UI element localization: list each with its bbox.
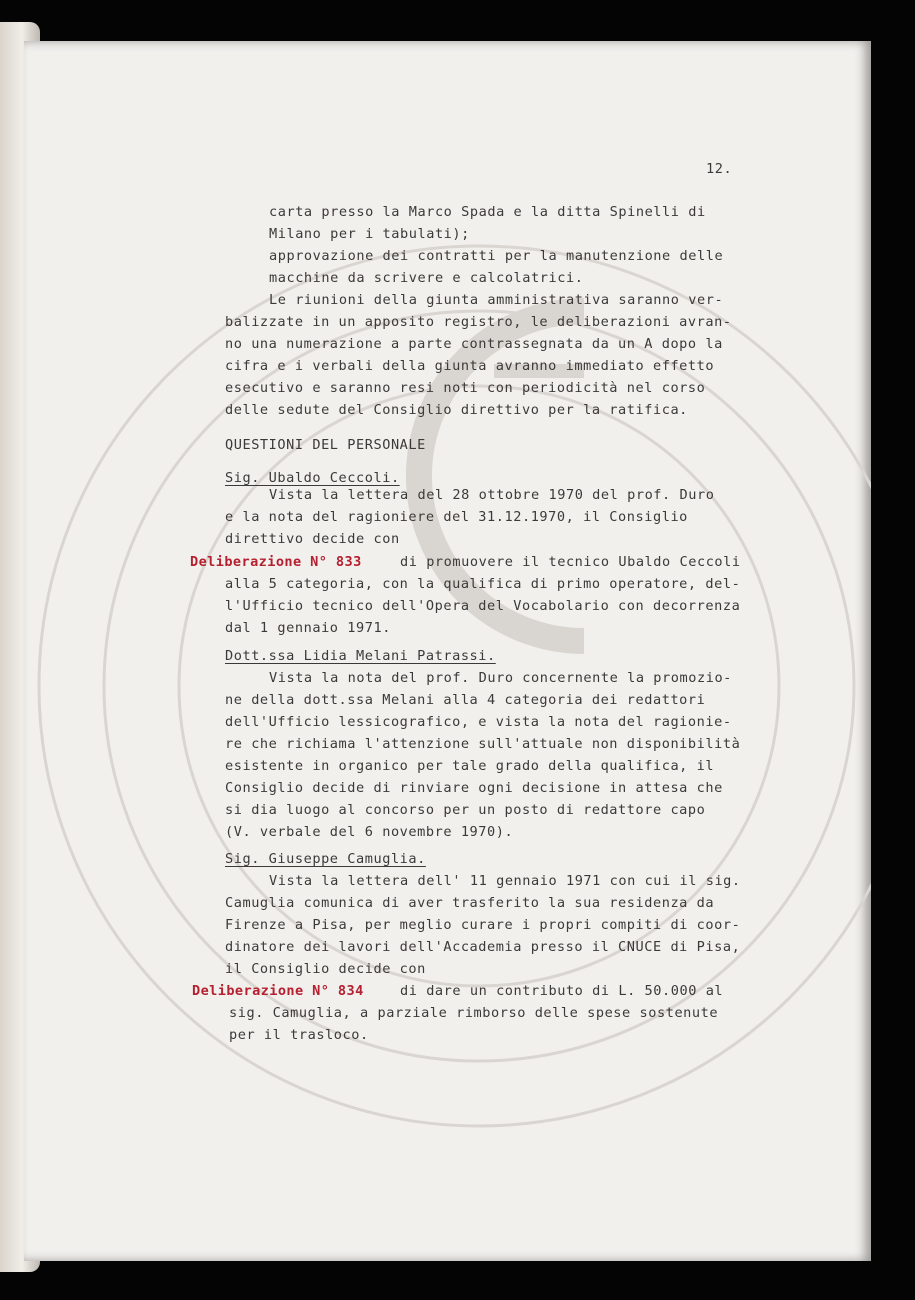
text-line: Camuglia comunica di aver trasferito la sua residenza da — [225, 895, 715, 911]
text-line: re che richiama l'attenzione sull'attuale non disponibilità — [225, 736, 741, 752]
text-line: approvazione dei contratti per la manutenzione delle — [269, 248, 724, 264]
section-heading: QUESTIONI DEL PERSONALE — [225, 437, 426, 453]
text-line: macchine da scrivere e calcolatrici. — [269, 270, 584, 286]
text-line: Milano per i tabulati); — [269, 226, 470, 242]
text-line: carta presso la Marco Spada e la ditta Spinelli di — [269, 204, 706, 220]
text-line: di promuovere il tecnico Ubaldo Ceccoli — [400, 554, 741, 570]
text-line: esistente in organico per tale grado della qualifica, il — [225, 758, 715, 774]
text-line: dinatore dei lavori dell'Accademia presso il CNUCE di Pisa, — [225, 939, 741, 955]
text-line: il Consiglio decide con — [225, 961, 426, 977]
text-line: (V. verbale del 6 novembre 1970). — [225, 824, 514, 840]
text-line: Le riunioni della giunta amministrativa saranno ver- — [269, 292, 724, 308]
text-line: delle sedute del Consiglio direttivo per la ratifica. — [225, 402, 688, 418]
text-line: direttivo decide con — [225, 531, 400, 547]
text-line: l'Ufficio tecnico dell'Opera del Vocabolario con decorrenza — [225, 598, 741, 614]
text-line: dal 1 gennaio 1971. — [225, 620, 391, 636]
text-line: di dare un contributo di L. 50.000 al — [400, 983, 724, 999]
document-page — [24, 41, 871, 1261]
text-line: esecutivo e saranno resi noti con periodicità nel corso — [225, 380, 706, 396]
deliberation-stamp: Deliberazione N° 834 — [192, 983, 364, 999]
page-number: 12. — [706, 161, 733, 177]
text-line: dell'Ufficio lessicografico, e vista la nota del ragionie- — [225, 714, 732, 730]
text-line: ne della dott.ssa Melani alla 4 categoria dei redattori — [225, 692, 706, 708]
text-line: alla 5 categoria, con la qualifica di primo operatore, del- — [225, 576, 741, 592]
text-line: Vista la lettera del 28 ottobre 1970 del prof. Duro — [269, 487, 715, 503]
text-line: e la nota del ragioniere del 31.12.1970, il Consiglio — [225, 509, 688, 525]
text-line: per il trasloco. — [229, 1027, 369, 1043]
person-heading: Dott.ssa Lidia Melani Patrassi. — [225, 648, 496, 664]
text-line: Vista la lettera dell' 11 gennaio 1971 con cui il sig. — [269, 873, 741, 889]
text-line: cifra e i verbali della giunta avranno immediato effetto — [225, 358, 715, 374]
deliberation-stamp: Deliberazione N° 833 — [190, 554, 362, 570]
person-heading: Sig. Ubaldo Ceccoli. — [225, 470, 400, 486]
text-line: balizzate in un apposito registro, le deliberazioni avran- — [225, 314, 732, 330]
text-line: Firenze a Pisa, per meglio curare i propri compiti di coor- — [225, 917, 741, 933]
person-heading: Sig. Giuseppe Camuglia. — [225, 851, 426, 867]
text-line: sig. Camuglia, a parziale rimborso delle spese sostenute — [229, 1005, 719, 1021]
text-line: no una numerazione a parte contrassegnata da un A dopo la — [225, 336, 723, 352]
text-line: Consiglio decide di rinviare ogni decisione in attesa che — [225, 780, 723, 796]
text-line: Vista la nota del prof. Duro concernente la promozio- — [269, 670, 732, 686]
text-line: si dia luogo al concorso per un posto di redattore capo — [225, 802, 706, 818]
